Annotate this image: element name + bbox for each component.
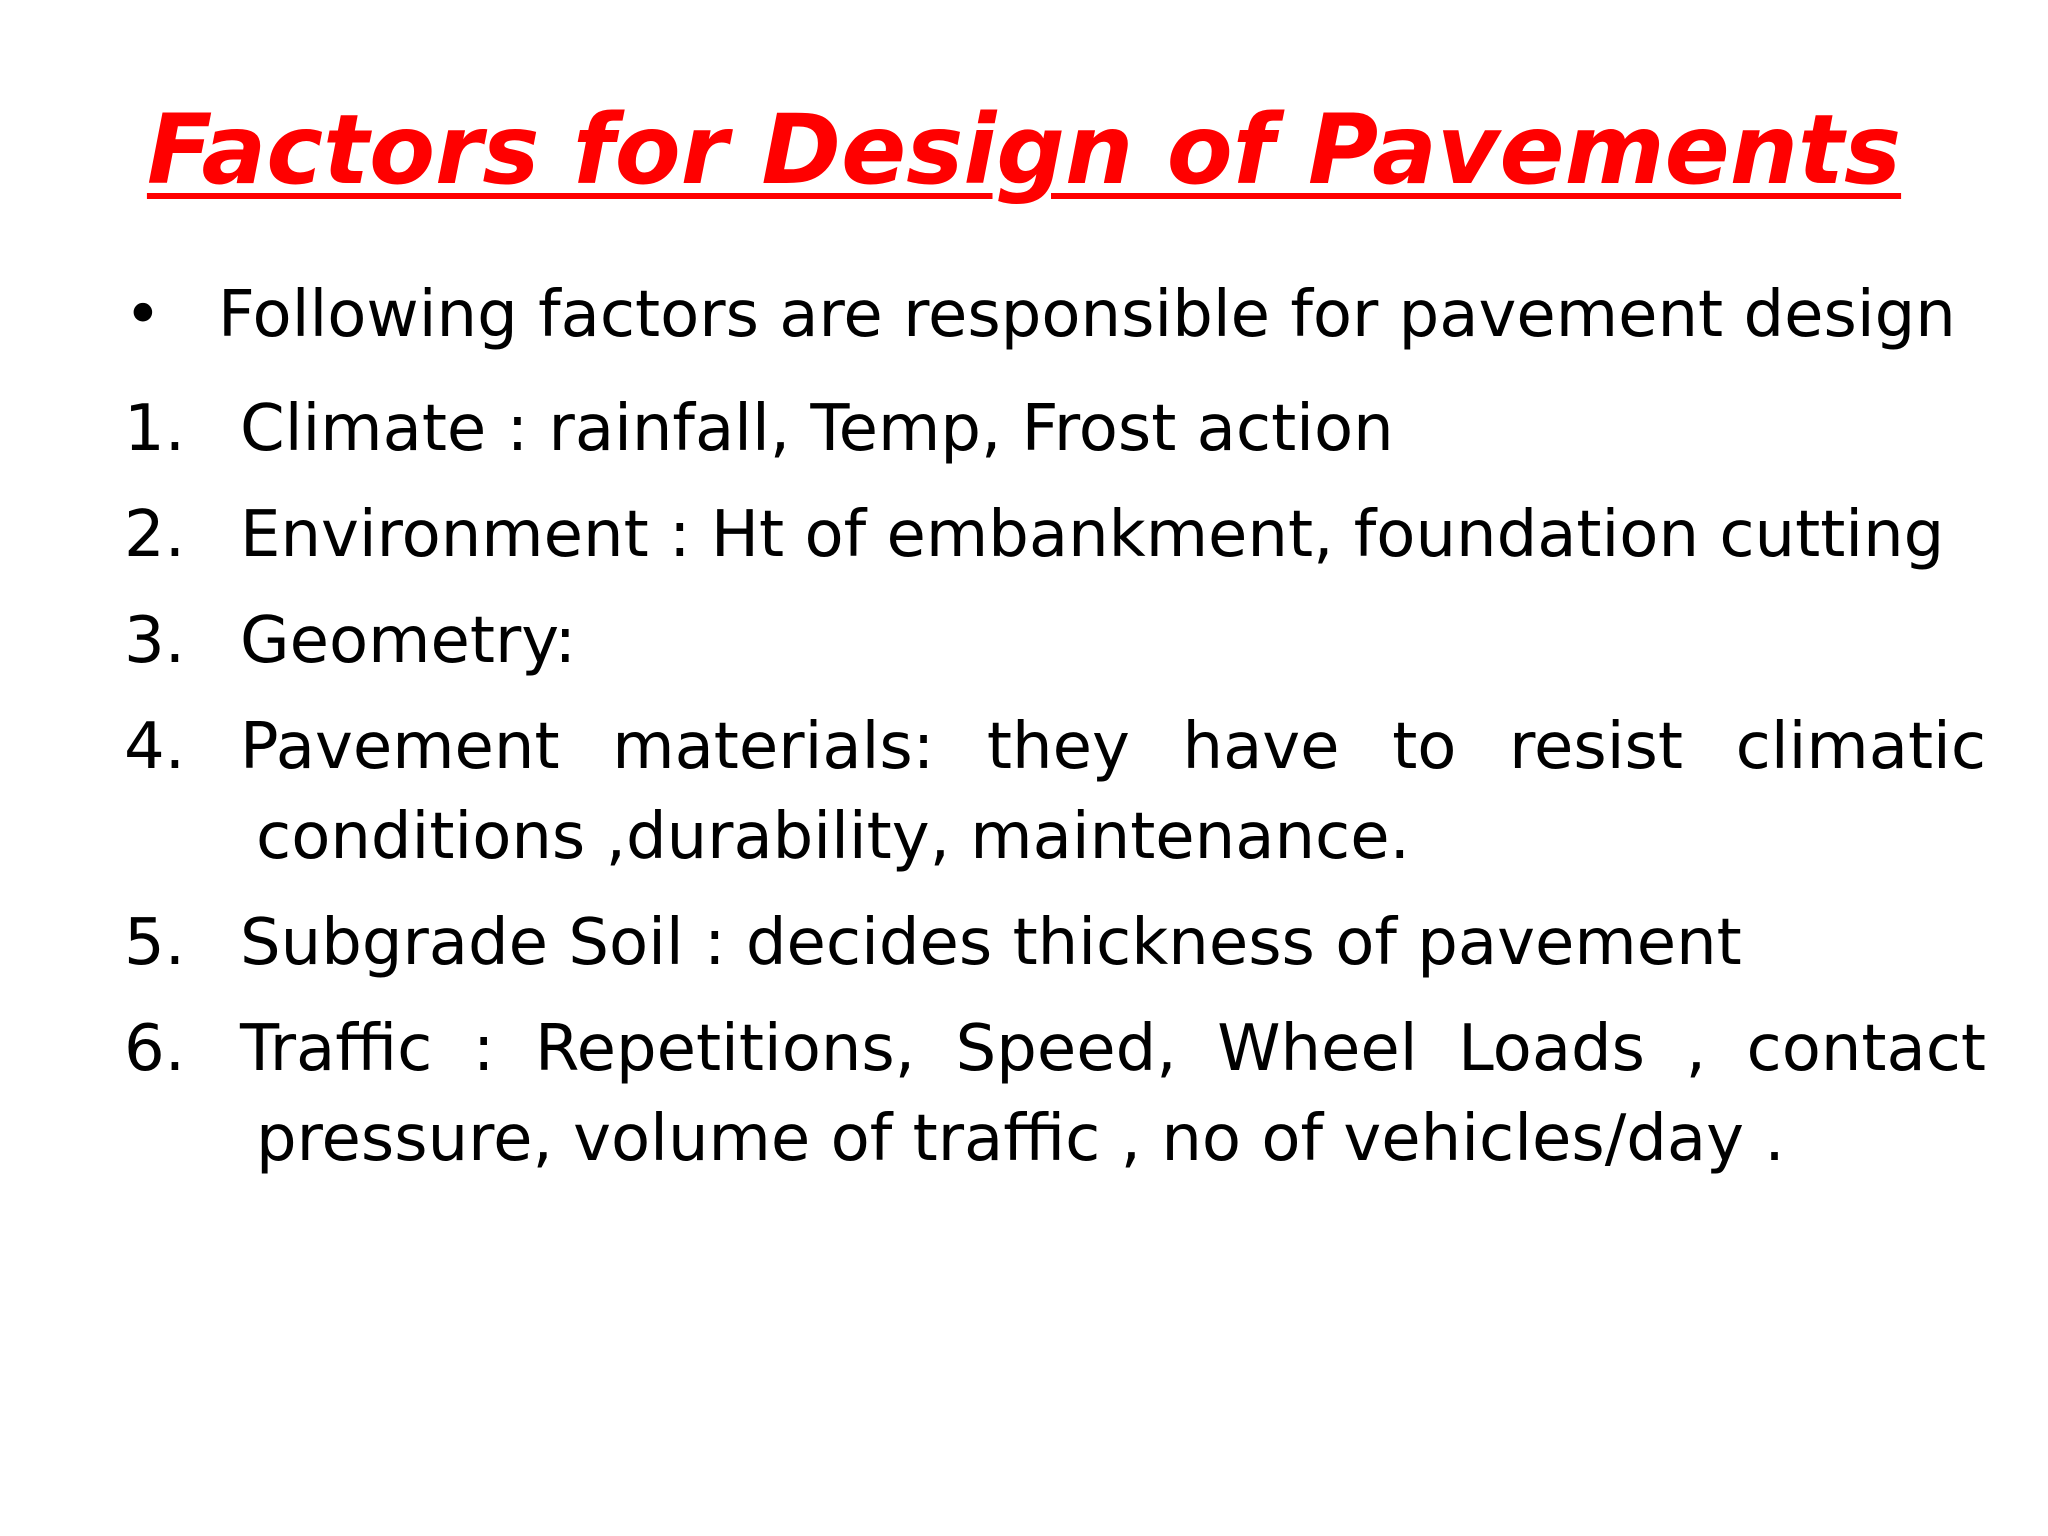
list-item-subgrade-soil <box>124 898 1986 988</box>
intro-bullet-line <box>124 262 1986 368</box>
list-item-number: 2. <box>124 498 186 572</box>
list-item-environment <box>124 490 1986 580</box>
list-item-text: Geometry: <box>240 604 577 678</box>
list-item-number: 3. <box>124 604 186 678</box>
list-item-text: Pavement materials: they have to resist climatic conditions ,durability, maintenance. <box>240 710 1986 874</box>
list-item-text: Subgrade Soil : decides thickness of pavement <box>240 906 1742 980</box>
intro-text: Following factors are responsible for pavement design <box>218 278 1956 352</box>
list-item-number: 4. <box>124 710 186 784</box>
list-item-text: Climate : rainfall, Temp, Frost action <box>240 392 1394 466</box>
list-item-number: 1. <box>124 392 186 466</box>
list-item-pavement-materials <box>124 702 1986 882</box>
list-item-number: 6. <box>124 1012 186 1086</box>
list-item-number: 5. <box>124 906 186 980</box>
list-item-climate <box>124 384 1986 474</box>
slide-title: Factors for Design of Pavements <box>146 94 1902 206</box>
list-item-text: Traffic : Repetitions, Speed, Wheel Loads , contact pressure, volume of traffic , no of vehicles/day . <box>240 1012 1986 1176</box>
bullet-icon: • <box>124 278 162 352</box>
list-item-geometry <box>124 596 1986 686</box>
slide-body <box>124 262 1986 1184</box>
list-item-text: Environment : Ht of embankment, foundation cutting <box>240 498 1945 572</box>
list-item-traffic <box>124 1004 1986 1184</box>
